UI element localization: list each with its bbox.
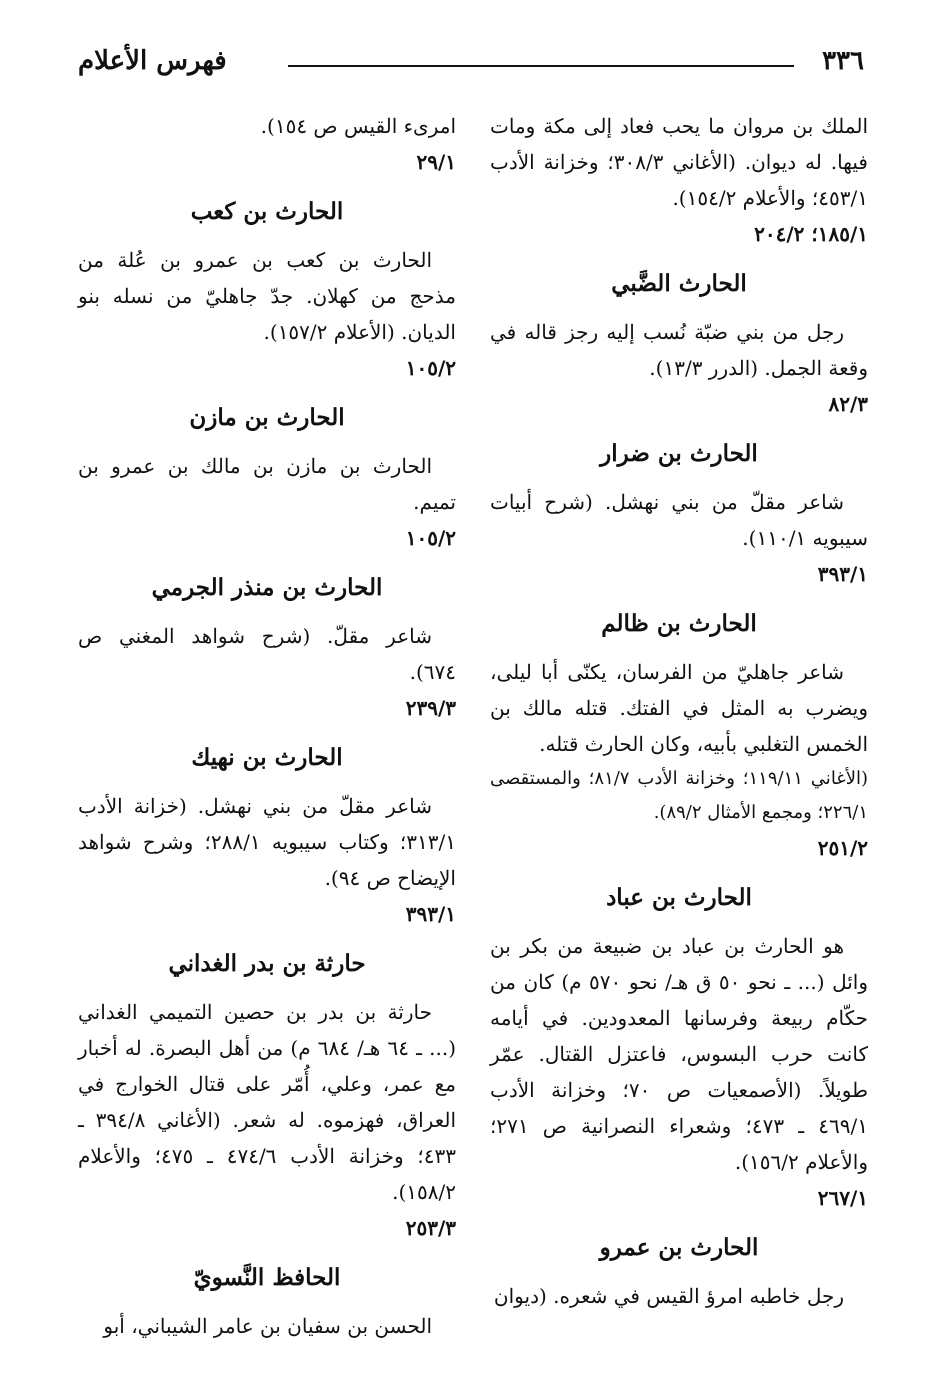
page-number: ٣٣٦	[822, 46, 864, 76]
entry-sources: (الأغاني ١١٩/١١؛ وخزانة الأدب ٨١/٧؛ والمستقصى ٢٢٦/١؛ ومجمع الأمثال ٨٩/٢).	[490, 768, 869, 823]
entry	[490, 1228, 868, 1314]
entry-text: شاعر مقلّ. (شرح شواهد المغني ص ٦٧٤).	[78, 624, 456, 684]
entry-title: الحارث بن عباد	[606, 884, 752, 911]
entry-text: الحسن بن سفيان بن عامر الشيباني، أبو	[103, 1314, 432, 1338]
entry-text: شاعر مقلّ من بني نهشل. (شرح أبيات سيبويه ١١٠/١).	[490, 490, 868, 550]
entry-text: شاعر مقلّ من بني نهشل. (خزانة الأدب ٣١٣/١؛ وكتاب سيبويه ٢٨٨/١؛ وشرح شواهد الإيضاح ص ٩٤).	[78, 794, 457, 890]
entry-text: امرىء القيس ص ١٥٤).	[260, 114, 456, 138]
entry	[78, 108, 456, 180]
entry	[490, 604, 868, 866]
entry-page-refs: ٣٩٣/١	[405, 902, 456, 926]
entry-page-refs: ٢٦٧/١	[817, 1186, 868, 1210]
entry-text: هو الحارث بن عباد بن ضبيعة من بكر بن وائل (... ـ نحو ٥٠ ق هـ/ نحو ٥٧٠ م) كان من حكّام ربيعة وفرسانها المعدودين. في أيامه كانت حرب البسوس، فاعتزل القتال. عمّر طويلاً. (الأصمعيات ص ٧٠؛ وخزانة الأدب ٤٦٩/١ ـ ٤٧٣؛ وشعراء النصرانية ص ٢٧١؛ والأعلام ١٥٦/٢).	[490, 934, 869, 1174]
entry-text: رجل من بني ضبّة نُسب إليه رجز قاله في وقعة الجمل. (الدرر ١٣/٣).	[490, 320, 868, 380]
entry-page-refs: ١٨٥/١؛ ٢٠٤/٢	[754, 222, 868, 246]
entry-text: شاعر جاهليّ من الفرسان، يكنّى أبا ليلى، ويضرب به المثل في الفتك. قتله مالك بن الخمس التغلبي بأبيه، وكان الحارث قتله.	[490, 660, 868, 756]
entry	[78, 944, 456, 1246]
entry-title: الحارث بن ضرار	[600, 440, 758, 467]
entry-page-refs: ٢٣٩/٣	[405, 696, 456, 720]
entry-page-refs: ٢٥٣/٣	[405, 1216, 456, 1240]
entry	[78, 398, 456, 556]
entry	[490, 434, 868, 592]
entry	[78, 192, 456, 386]
entry	[78, 1258, 456, 1344]
entry-title: حارثة بن بدر الغداني	[168, 950, 366, 977]
entry-page-refs: ٢٥١/٢	[817, 836, 868, 860]
entry-title: الحارث بن منذر الجرمي	[151, 574, 383, 601]
entry	[490, 264, 868, 422]
header-rule	[288, 65, 794, 67]
left-column	[78, 108, 456, 1344]
entry-text: الحارث بن كعب بن عمرو بن عُلة من مذحج من كهلان. جدّ جاهليّ من نسله بنو الديان. (الأعلام ١٥٧/٢).	[78, 248, 457, 344]
right-column	[490, 108, 868, 1314]
entry	[490, 878, 868, 1216]
entry-page-refs: ٢٩/١	[416, 150, 456, 174]
page-header	[78, 42, 864, 82]
entry-title: الحافظ النَّسويّ	[193, 1264, 341, 1291]
entry	[78, 738, 456, 932]
entry-page-refs: ٨٢/٣	[828, 392, 868, 416]
entry-text: رجل خاطبه امرؤ القيس في شعره. (ديوان	[493, 1284, 844, 1308]
entry-text: الحارث بن مازن بن مالك بن عمرو بن تميم.	[78, 454, 456, 514]
entry-page-refs: ٣٩٣/١	[817, 562, 868, 586]
entry	[490, 108, 868, 252]
entry-title: الحارث بن نهيك	[191, 744, 343, 771]
entry-title: الحارث بن كعب	[190, 198, 344, 225]
entry-text: الملك بن مروان ما يحب فعاد إلى مكة ومات فيها. له ديوان. (الأغاني ٣٠٨/٣؛ وخزانة الأدب ٤٥٣/١؛ والأعلام ١٥٤/٢).	[490, 114, 868, 210]
entry-page-refs: ١٠٥/٢	[405, 526, 456, 550]
entry-title: الحارث بن ظالم	[601, 610, 757, 637]
running-title: فهرس الأعلام	[78, 46, 227, 76]
entry-title: الحارث بن عمرو	[599, 1234, 759, 1261]
entry	[78, 568, 456, 726]
entry-title: الحارث الضَّبي	[611, 270, 747, 297]
entry-title: الحارث بن مازن	[189, 404, 345, 431]
entry-page-refs: ١٠٥/٢	[405, 356, 456, 380]
entry-text: حارثة بن بدر بن حصين التميمي الغداني (... ـ ٦٤ هـ/ ٦٨٤ م) من أهل البصرة. له أخبار مع عمر، وعلي، أُمّر على قتال الخوارج في العراق، فهزموه. له شعر. (الأغاني ٣٩٤/٨ ـ ٤٣٣؛ وخزانة الأدب ٤٧٤/٦ ـ ٤٧٥؛ والأعلام ١٥٨/٢).	[78, 1000, 457, 1204]
